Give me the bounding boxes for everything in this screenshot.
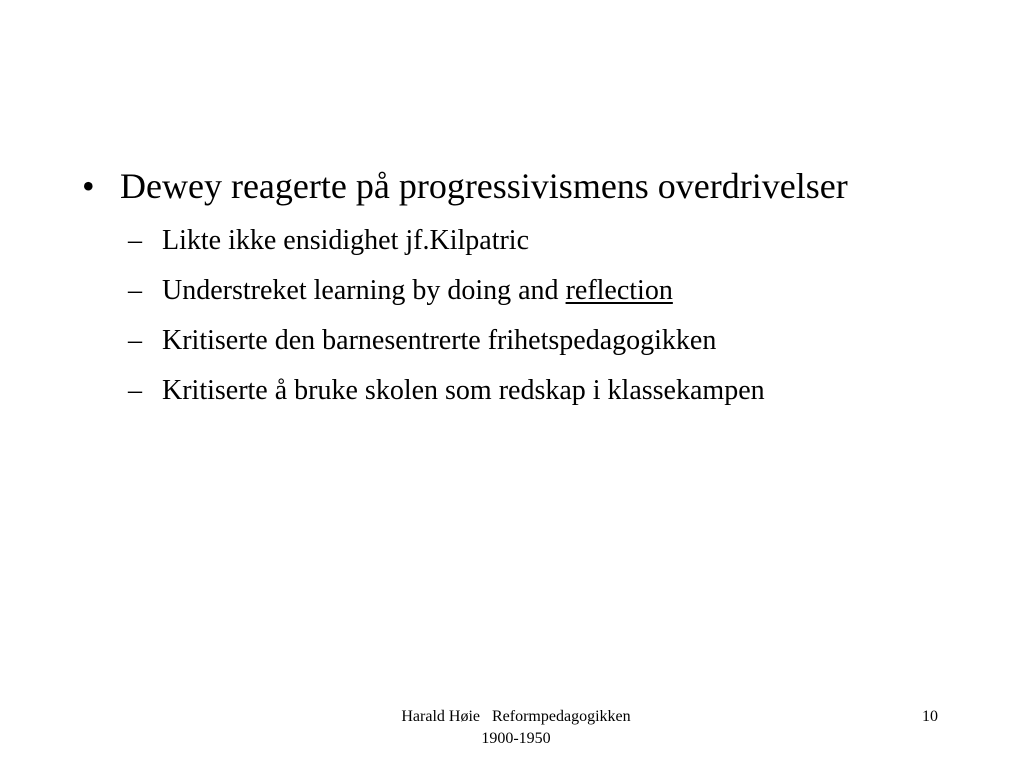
slide-content [80,160,980,416]
underlined-term: reflection [565,275,673,306]
page-number: 10 [922,708,938,725]
sub-bullet-3 [80,316,980,366]
dash-marker: – [128,225,142,256]
sub-bullet-4 [80,366,980,416]
dash-marker: – [128,375,142,406]
sub-bullet-text: Likte ikke ensidighet jf.Kilpatric [162,225,530,256]
bullet-marker: • [82,166,95,206]
sub-bullet-text: Kritiserte å bruke skolen som redskap i klassekampen [162,375,765,406]
sub-bullet-2 [80,266,980,316]
main-bullet-text: Dewey reagerte på progressivismens overdrivelser [120,166,848,206]
footer-years: 1900-1950 [481,730,551,747]
sub-bullet-list [80,216,980,416]
dash-marker: – [128,275,142,306]
main-bullet [80,160,980,212]
sub-bullet-1 [80,216,980,266]
footer-credit [340,706,692,750]
sub-bullet-text: Understreket learning by doing and [162,275,566,306]
dash-marker: – [128,325,142,356]
sub-bullet-text: Kritiserte den barnesentrerte frihetspedagogikken [162,325,717,356]
footer-author-title: Harald Høie Reformpedagogikken [401,708,631,725]
